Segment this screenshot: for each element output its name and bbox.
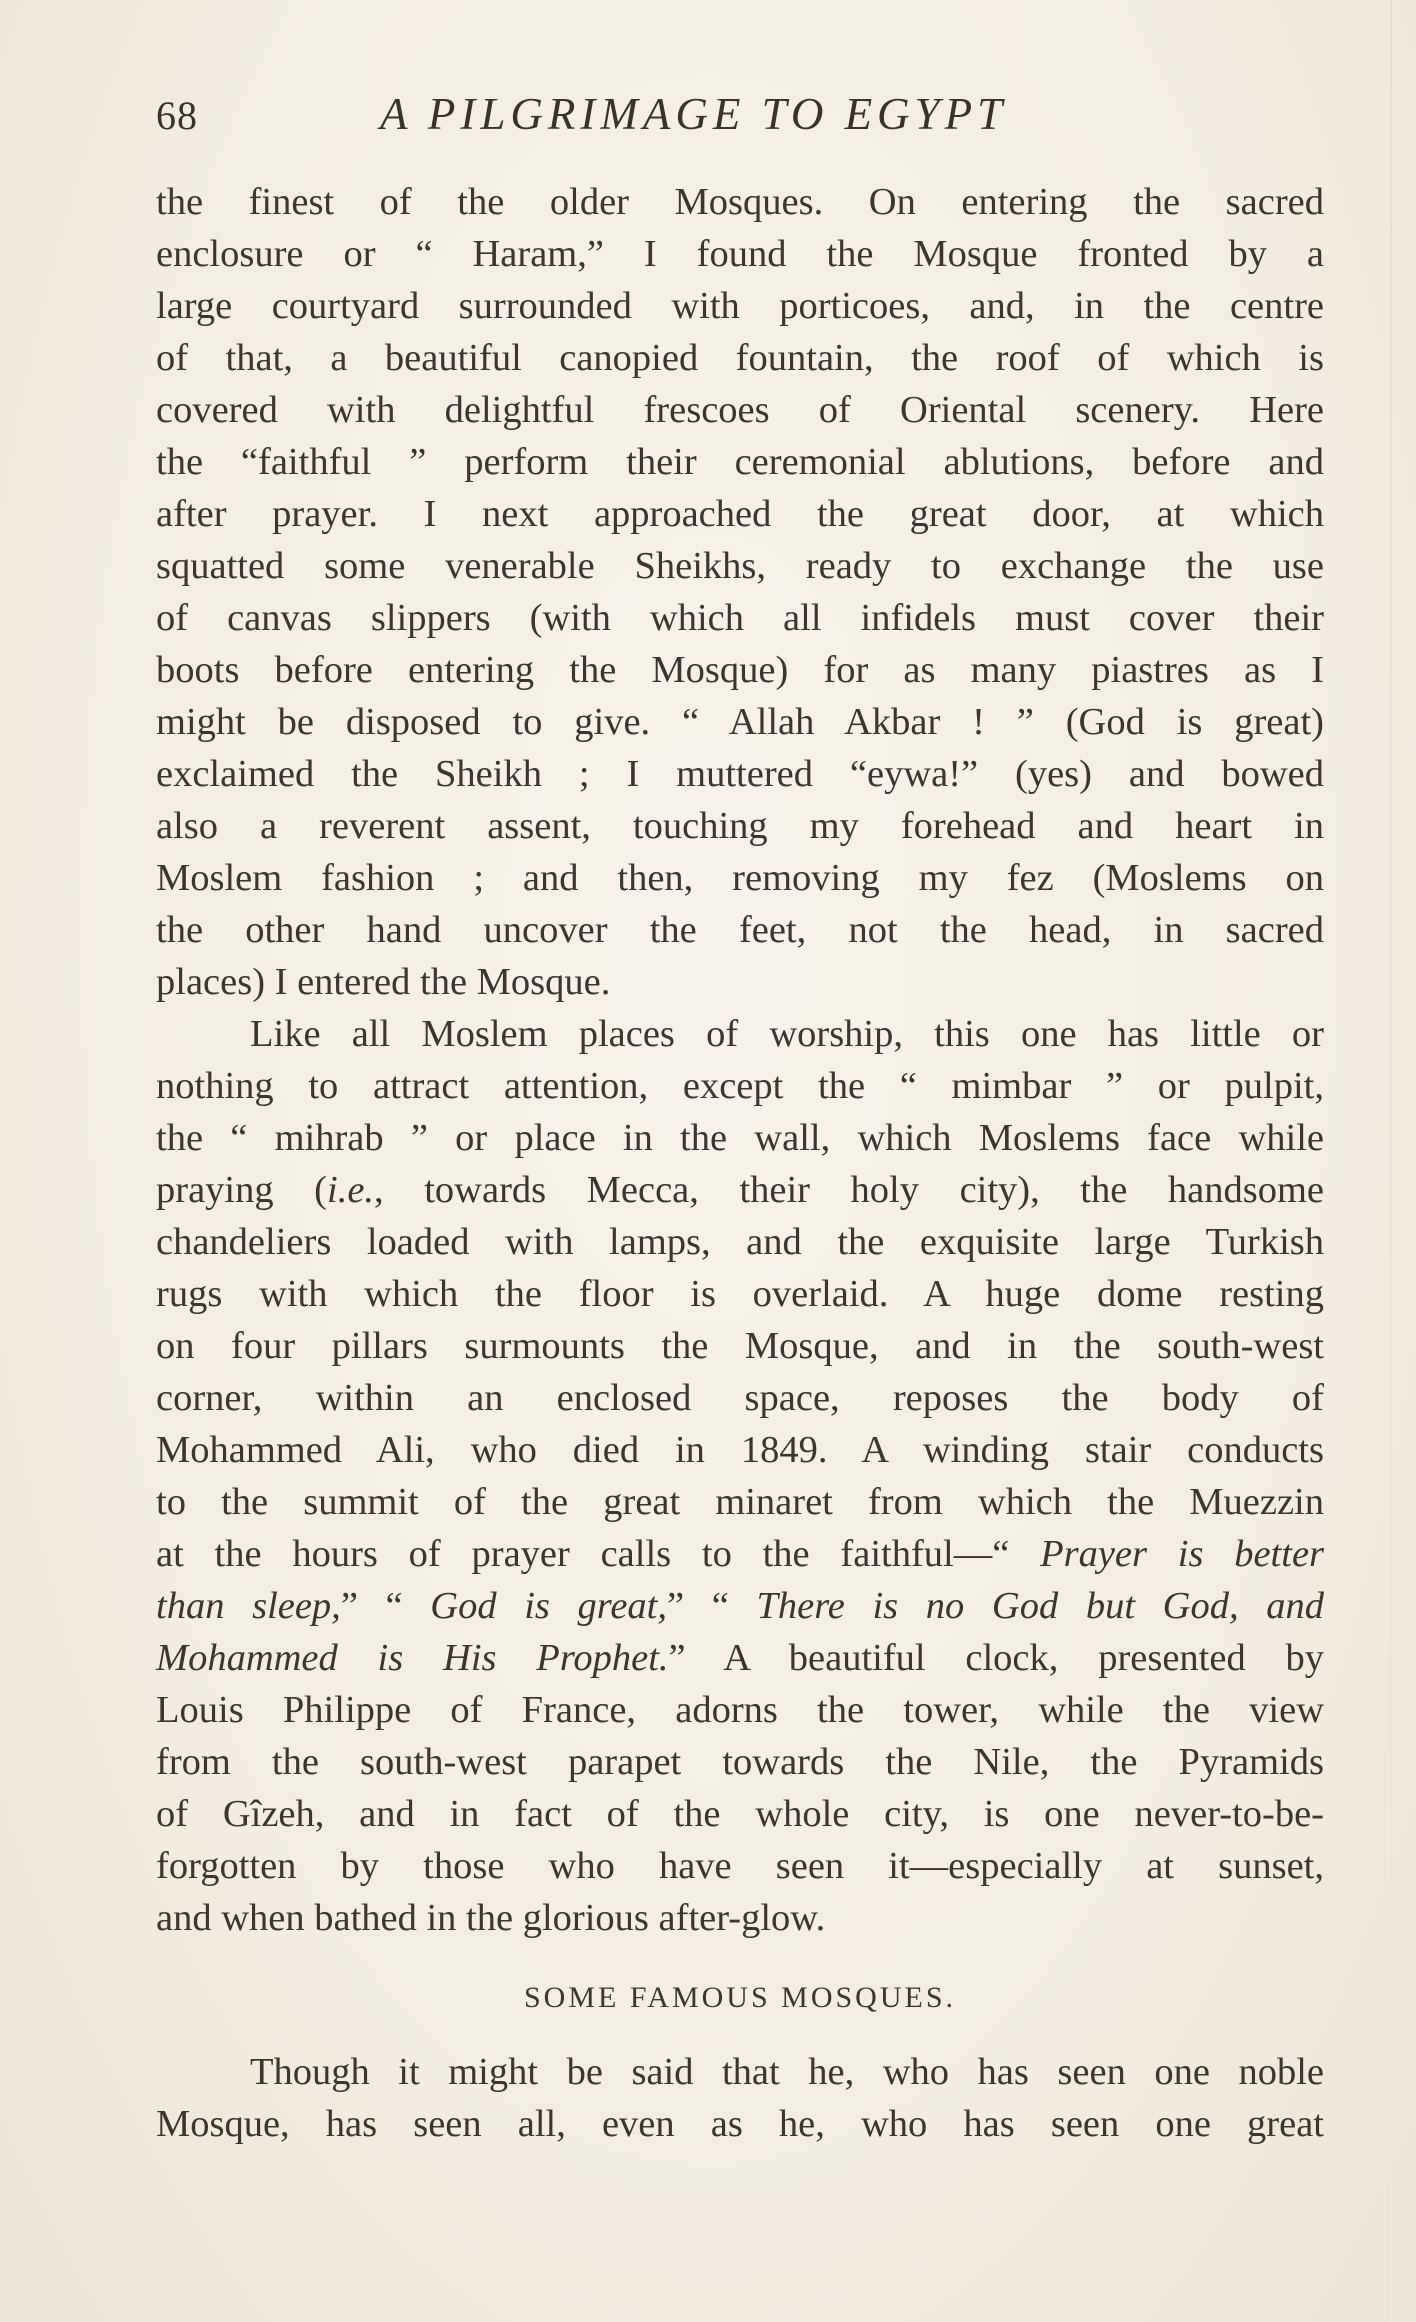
text-line: after prayer. I next approached the great door, at which	[156, 493, 1324, 535]
running-title: A PILGRIMAGE TO EGYPT	[380, 89, 1008, 139]
text-line: the finest of the older Mosques. On entering the sacred	[156, 181, 1324, 223]
text-line: squatted some venerable Sheikhs, ready to exchange the use	[156, 545, 1324, 587]
section-heading: SOME FAMOUS MOSQUES.	[523, 1981, 957, 2014]
italic-quote: Mohammed is His Prophet.	[156, 1637, 669, 1679]
text-line: might be disposed to give. “ Allah Akbar ! ” (God is great)	[156, 701, 1324, 743]
page-edge-shadow	[1390, 0, 1392, 2322]
text-line: of that, a beautiful canopied fountain, the roof of which is	[156, 337, 1324, 379]
text-line: Moslem fashion ; and then, removing my fez (Moslems on	[156, 857, 1324, 899]
text-line: boots before entering the Mosque) for as many piastres as I	[156, 649, 1324, 691]
text-line: of canvas slippers (with which all infidels must cover their	[156, 597, 1324, 639]
italic-quote: than sleep,	[156, 1585, 341, 1627]
text-line: Louis Philippe of France, adorns the tower, while the view	[156, 1689, 1324, 1731]
page-number: 68	[156, 93, 198, 138]
text-line: enclosure or “ Haram,” I found the Mosque fronted by a	[156, 233, 1324, 275]
text-line: nothing to attract attention, except the “ mimbar ” or pulpit,	[156, 1065, 1324, 1107]
text-line: Though it might be said that he, who has seen one noble	[250, 2051, 1324, 2093]
text-line: chandeliers loaded with lamps, and the exquisite large Turkish	[156, 1221, 1324, 1263]
italic-quote: There is no God but God, and	[756, 1585, 1324, 1627]
text-line: forgotten by those who have seen it—especially at sunset,	[156, 1845, 1324, 1887]
italic-quote: i.e.	[327, 1169, 375, 1211]
paragraph-3	[156, 2046, 1324, 2150]
text-line: of Gîzeh, and in fact of the whole city, is one never-to-be-	[156, 1793, 1324, 1835]
text-line: Mohammed Ali, who died in 1849. A winding stair conducts	[156, 1429, 1324, 1471]
text-line: Mosque, has seen all, even as he, who has seen one great	[156, 2103, 1324, 2145]
text-line: Mohammed is His Prophet.” A beautiful clock, presented by	[156, 1637, 1324, 1679]
italic-quote: Prayer is better	[1040, 1533, 1325, 1575]
text-line: rugs with which the floor is overlaid. A huge dome resting	[156, 1273, 1324, 1315]
italic-quote: God is great,	[430, 1585, 667, 1627]
text-line: places) I entered the Mosque.	[156, 961, 611, 1003]
text-line: covered with delightful frescoes of Oriental scenery. Here	[156, 389, 1324, 431]
body-text	[156, 176, 1324, 2150]
text-line: exclaimed the Sheikh ; I muttered “eywa!” (yes) and bowed	[156, 753, 1324, 795]
text-line: corner, within an enclosed space, reposes the body of	[156, 1377, 1324, 1419]
page-header	[156, 88, 1326, 148]
text-line: Like all Moslem places of worship, this one has little or	[250, 1013, 1324, 1055]
text-line: the “ mihrab ” or place in the wall, which Moslems face while	[156, 1117, 1324, 1159]
text-line: large courtyard surrounded with porticoes, and, in the centre	[156, 285, 1324, 327]
text-line: from the south-west parapet towards the Nile, the Pyramids	[156, 1741, 1324, 1783]
text-line: to the summit of the great minaret from which the Muezzin	[156, 1481, 1324, 1523]
text-line: the “faithful ” perform their ceremonial ablutions, before and	[156, 441, 1324, 483]
text-line: on four pillars surmounts the Mosque, and in the south-west	[156, 1325, 1324, 1367]
text-line: praying (i.e., towards Mecca, their holy city), the handsome	[156, 1169, 1324, 1211]
paragraph-1	[156, 176, 1324, 1008]
text-line: the other hand uncover the feet, not the head, in sacred	[156, 909, 1324, 951]
text-line: than sleep,” “ God is great,” “ There is no God but God, and	[156, 1585, 1324, 1627]
paragraph-2	[156, 1008, 1324, 1944]
text-line: at the hours of prayer calls to the faithful—“ Prayer is better	[156, 1533, 1325, 1575]
text-line: and when bathed in the glorious after-glow.	[156, 1897, 826, 1939]
text-line: also a reverent assent, touching my forehead and heart in	[156, 805, 1324, 847]
